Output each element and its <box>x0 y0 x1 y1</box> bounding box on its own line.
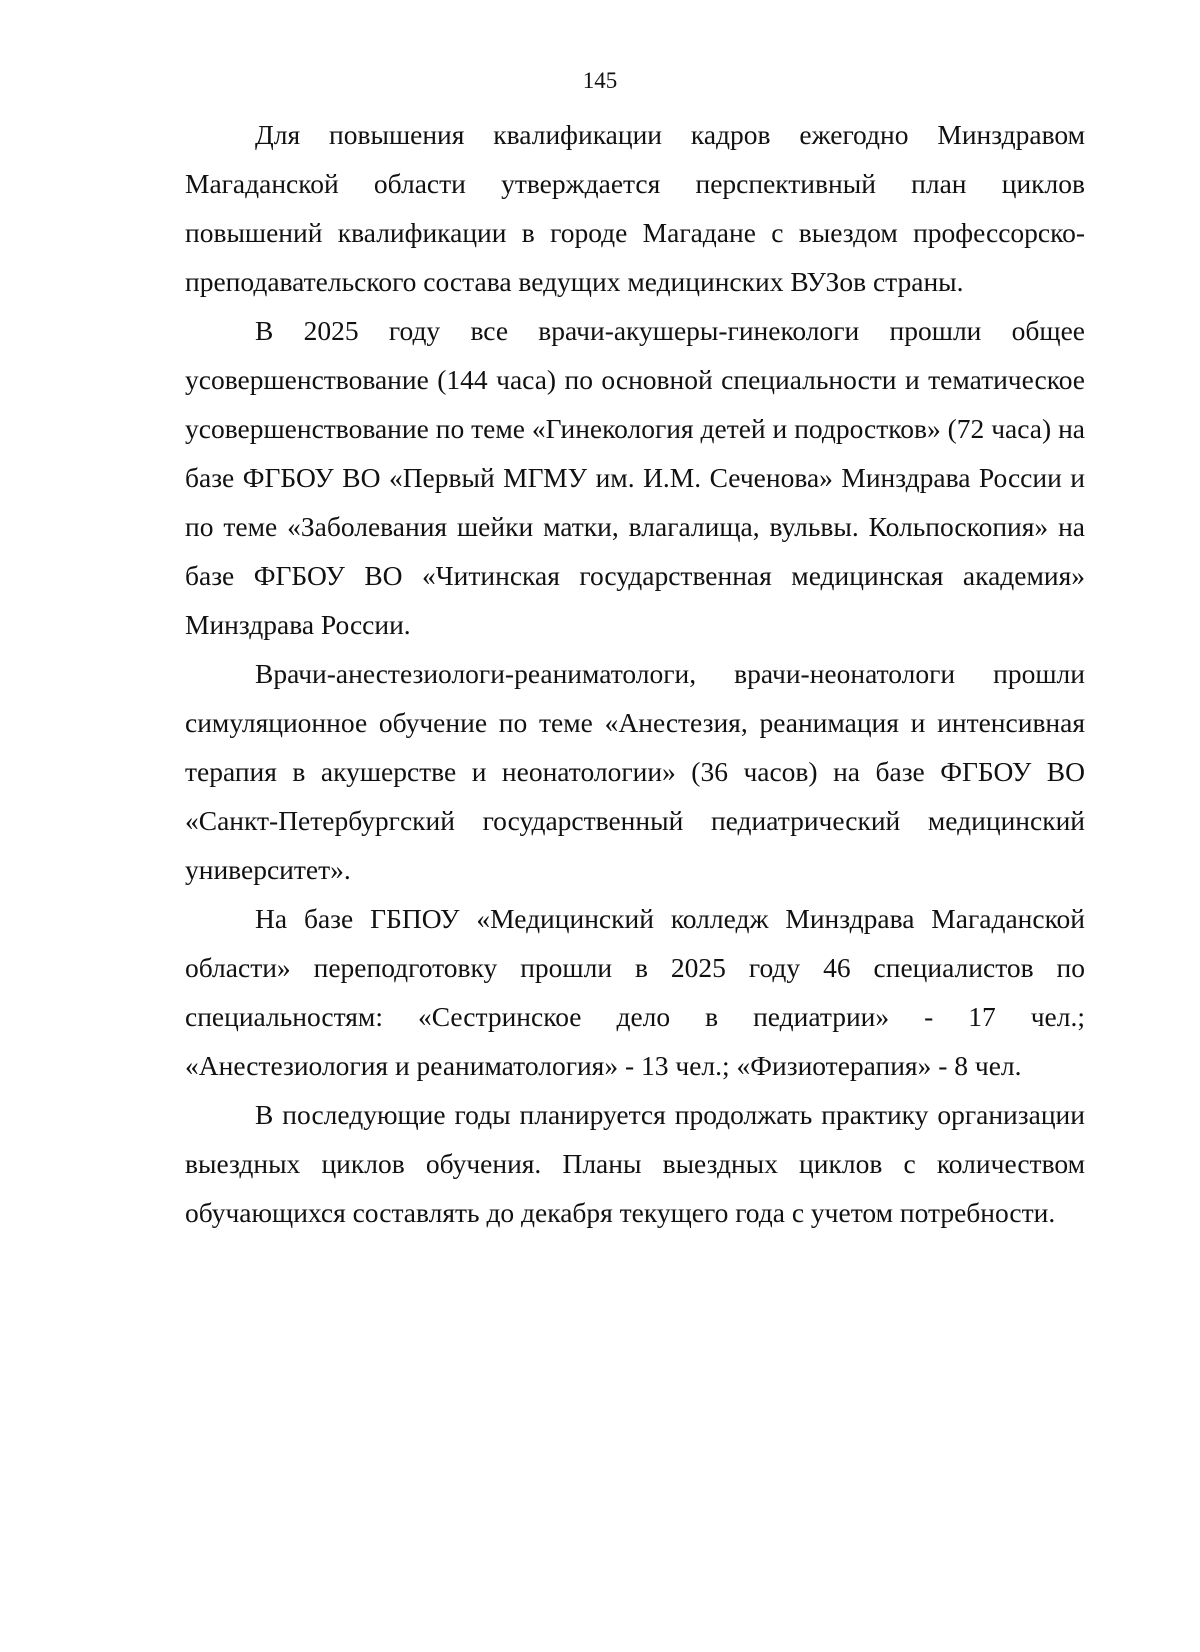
paragraph-anesthesiology-training: Врачи-анестезиологи-реаниматологи, врачи-неонатологи прошли симуляционное обучение по теме «Анестезия, реанимация и интенсивная терапия в акушерстве и неонатологии» (36 часов) на базе ФГБОУ ВО «Санкт-Петербургский государственный педиатрический медицинский университет». <box>185 658 1085 885</box>
document-body <box>185 110 1085 1237</box>
paragraph-future-plans: В последующие годы планируется продолжать практику организации выездных циклов обучения. Планы выездных циклов с количеством обучающихся составлять до декабря текущего года с учетом потребности. <box>185 1099 1085 1228</box>
paragraph-obstetrics-training: В 2025 году все врачи-акушеры-гинекологи прошли общее усовершенствование (144 часа) по основной специальности и тематическое усовершенствование по теме «Гинекология детей и подростков» (72 часа) на базе ФГБОУ ВО «Первый МГМУ им. И.М. Сеченова» Минздрава России и по теме «Заболевания шейки матки, влагалища, вульвы. Кольпоскопия» на базе ФГБОУ ВО «Читинская государственная медицинская академия» Минздрава России. <box>185 315 1085 640</box>
paragraph-qualification-plan: Для повышения квалификации кадров ежегодно Минздравом Магаданской области утверждается перспективный план циклов повышений квалификации в городе Магадане с выездом профессорско-преподавательского состава ведущих медицинских ВУЗов страны. <box>185 119 1085 297</box>
page-number: 145 <box>582 68 618 93</box>
paragraph-college-retraining: На базе ГБПОУ «Медицинский колледж Минздрава Магаданской области» переподготовку прошли в 2025 году 46 специалистов по специальностям: «Сестринское дело в педиатрии» - 17 чел.; «Анестезиология и реаниматология» - 13 чел.; «Физиотерапия» - 8 чел. <box>185 903 1085 1081</box>
